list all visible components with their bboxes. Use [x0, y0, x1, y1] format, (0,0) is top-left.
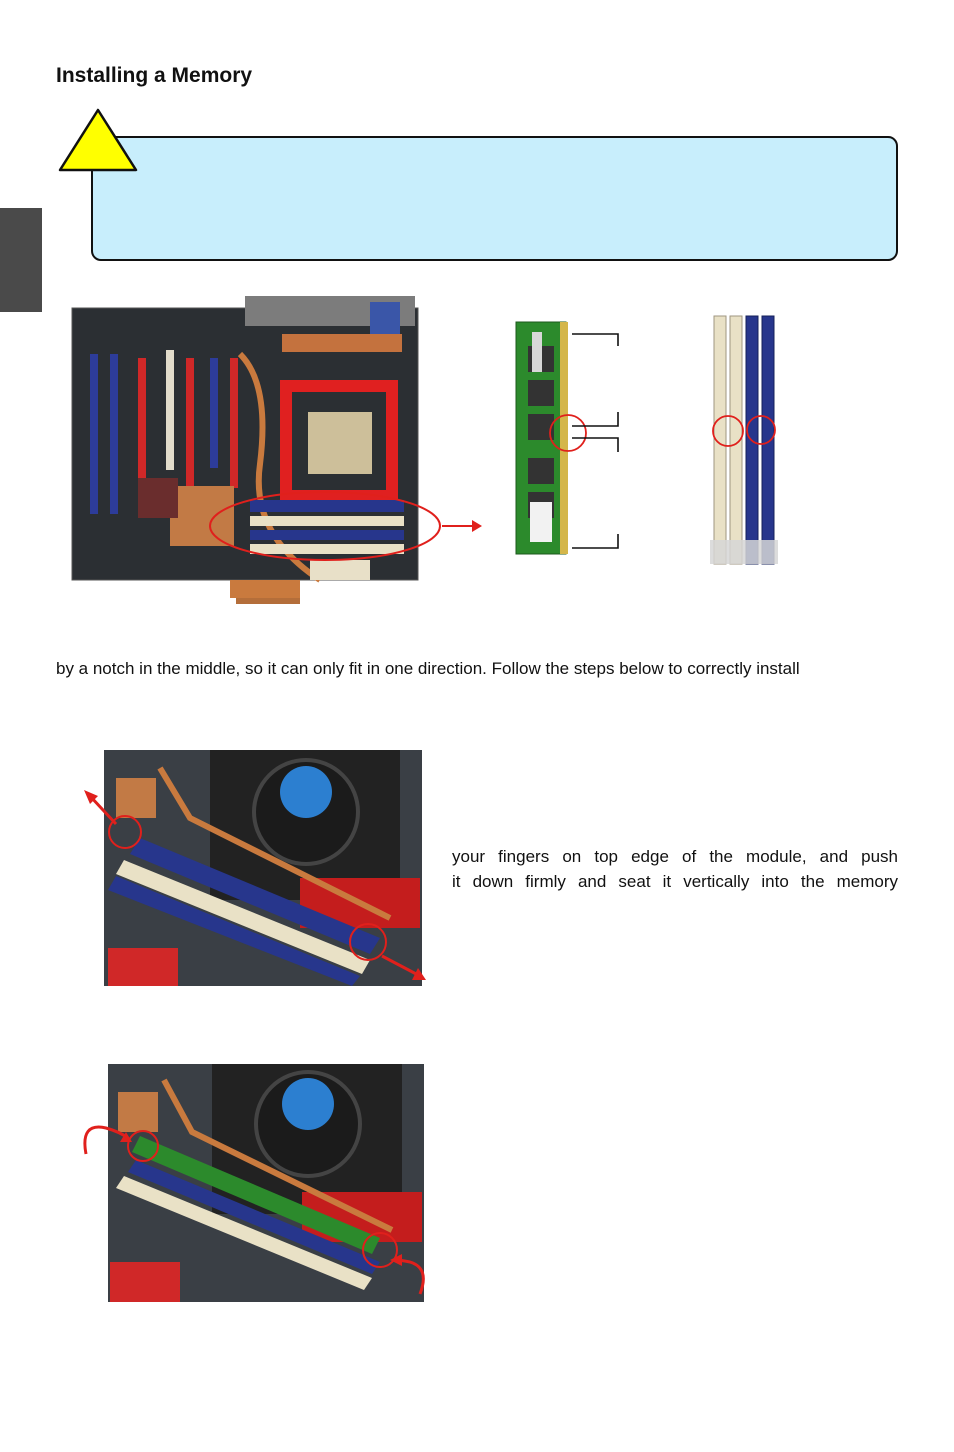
arrow-right-icon	[472, 520, 482, 532]
body-paragraph: by a notch in the middle, so it can only fit in one direction. Follow the steps below to correctly install	[56, 659, 800, 678]
warning-icon	[58, 108, 138, 174]
chapter-side-tab	[0, 208, 42, 312]
motherboard-figure	[70, 294, 490, 608]
caution-note-box	[91, 136, 898, 261]
step-instruction-text	[452, 844, 898, 894]
step1-open-latches-photo	[80, 748, 432, 988]
step2-locked-module-photo	[80, 1062, 432, 1302]
dimm-module-figure	[510, 316, 630, 562]
step-text-line: it down firmly and seat it vertically into the memory	[452, 872, 898, 891]
dimm-slot-figure	[706, 312, 786, 568]
section-title: Installing a Memory	[56, 64, 253, 87]
step-text-line: your fingers on top edge of the module, and push	[452, 847, 898, 866]
